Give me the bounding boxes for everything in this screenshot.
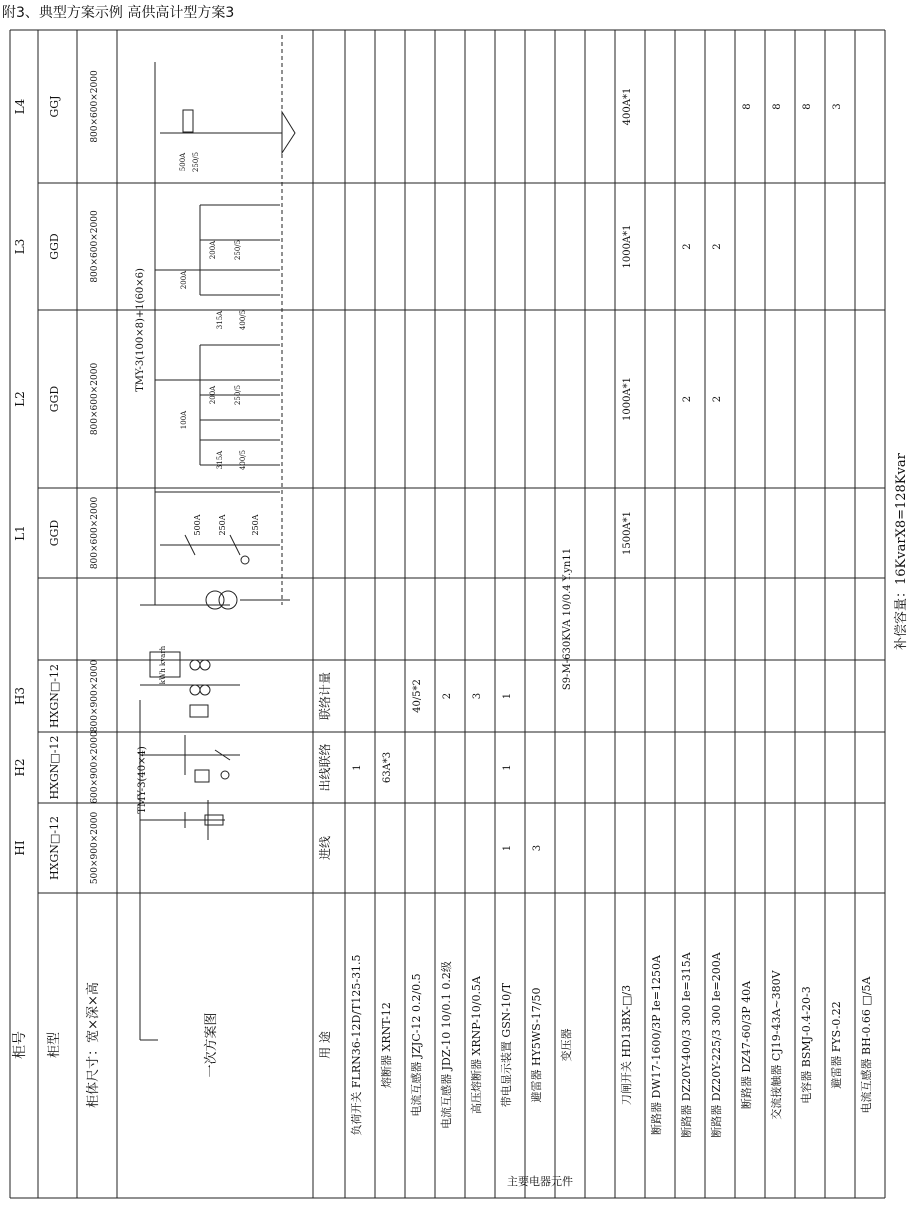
component-value-1-1: 63A*3 [382,751,393,784]
cabinet-type-0: HXGN□-12 [48,816,61,880]
cabinet-usage-0: 进线 [318,835,332,861]
component-name-7: 变压器 [560,1028,573,1062]
cabinet-no-5: L2 [13,391,27,407]
cabinet-usage-2: 联络计量 [318,671,332,721]
component-name-9: 刀闸开关 HD13BX-□/3 [620,984,633,1106]
header-cabinet-no: 柜号 [12,1031,28,1059]
component-name-6: 避雷器 HY5WS-17/50 [530,987,543,1103]
component-value-4-2: 3 [472,692,483,700]
l2-label-1: 315A [216,450,224,470]
component-value-9-7: 400A*1 [622,87,633,126]
cabinet-type-6: GGD [48,233,61,260]
component-name-17: 电流互感器 BH-0.66 □/5A [860,976,873,1114]
cabinet-cells [13,70,332,884]
primary-scheme-diagram [140,35,295,1040]
component-value-11-6: 2 [682,243,693,250]
component-value-12-6: 2 [712,243,723,250]
cabinet-size-0: 500×900×2000 [90,811,100,885]
component-value-0-1: 1 [352,764,363,771]
l3-label-3: 200A [209,240,217,260]
component-value-11-5: 2 [682,395,693,403]
component-value-5-1: 1 [502,764,513,771]
component-value-16-7: 3 [832,103,843,110]
page-title: 附3、典型方案示例 高供高计型方案3 [2,5,235,21]
component-name-13: 断路器 DZ47-60/3P 40A [740,980,753,1110]
cabinet-type-2: HXGN□-12 [48,664,61,728]
component-value-7-3: S9-M-630KVA 10/0.4 Y.yn11 [562,547,573,691]
cabinet-size-5: 800×600×2000 [90,362,100,436]
cabinet-usage-1: 出线联络 [318,743,332,792]
row-headers [11,982,573,1188]
component-name-3: 电流互感器 JDZ-10 10/0.1 0.2级 [440,961,453,1129]
l2-label-4: 250/5 [234,384,242,406]
header-cabinet-type: 柜型 [47,1031,62,1059]
cabinet-size-6: 800×600×2000 [90,210,100,283]
component-cells [349,88,873,1138]
cabinet-no-4: L1 [13,525,27,541]
meter-label: kWh kvarh [159,645,167,685]
l4-label-1: 250/5 [192,151,200,173]
l3-label-2: 400/5 [239,309,247,331]
cabinet-no-0: HI [13,840,27,856]
l2-label-3: 200A [209,385,217,405]
header-primary-scheme: 一次方案图 [204,1012,219,1078]
cabinet-size-1: 600×900×2000 [90,731,100,804]
diagram-labels [135,152,260,814]
cabinet-type-7: GGJ [48,95,61,118]
component-value-13-7: 8 [742,103,753,110]
cabinet-type-5: GGD [48,385,61,413]
component-name-5: 带电显示装置 GSN-10/T [500,982,513,1108]
hv-bus-label: TMY-3(40×4) [137,746,148,814]
component-value-15-7: 8 [802,103,813,110]
l1-label-1: 250A [218,514,227,536]
component-value-9-6: 1000A*1 [622,224,633,269]
l2-label-0: 100A [180,410,188,430]
component-value-14-7: 8 [772,103,783,110]
l3-label-0: 200A [180,270,188,290]
component-name-16: 避雷器 FYS-0.22 [830,1001,843,1089]
cabinet-size-2: 800×900×2000 [90,659,100,733]
compensation-capacity: 补偿容量：16KvarX8=128Kvar [894,453,909,650]
component-name-15: 电容器 BSMJ-0.4-20-3 [800,986,813,1104]
cabinet-no-1: H2 [13,758,27,777]
l3-label-4: 250/5 [234,239,242,261]
component-name-10: 断路器 DW17-1600/3P Ie=1250A [650,955,663,1135]
l1-label-2: 250A [251,514,260,536]
component-value-5-2: 1 [502,692,513,700]
component-value-9-5: 1000A*1 [622,376,633,422]
component-name-0: 负荷开关 FLRN36-12D/T125-31.5 [350,954,363,1136]
component-name-11: 断路器 DZ20Y-400/3 300 Ie=315A [680,952,693,1138]
l1-label-0: 500A [193,514,202,536]
cabinet-no-7: L4 [13,98,27,115]
component-name-12: 断路器 DZ20Y-225/3 300 Ie=200A [710,952,723,1138]
cabinet-size-7: 800×600×2000 [90,70,100,143]
component-name-2: 电流互感器 JZJC-12 0.2/0.5 [410,973,423,1117]
component-value-9-4: 1500A*1 [622,510,633,556]
l3-label-1: 315A [216,310,224,330]
lv-bus-label: TMY-3(100×8)+1(60×6) [135,268,146,392]
header-usage: 用 途 [318,1031,332,1059]
component-value-5-0: 1 [502,844,513,852]
component-name-14: 交流接触器 CJ19-43A~380V [770,970,783,1120]
l4-label-0: 500A [179,152,187,172]
component-value-2-2: 40/5*2 [412,679,423,713]
cabinet-no-6: L3 [13,238,27,255]
cabinet-type-1: HXGN□-12 [48,735,61,800]
cabinet-size-4: 800×600×2000 [90,496,100,570]
cabinet-no-2: H3 [13,686,27,706]
cabinet-type-4: GGD [48,519,61,547]
component-value-3-2: 2 [442,692,453,700]
l2-label-2: 400/5 [239,449,247,471]
header-cabinet-size: 柜体尺寸：宽×深×高 [86,982,101,1108]
header-main-components: 主要电器元件 [507,1175,573,1188]
component-value-12-5: 2 [712,395,723,403]
component-name-4: 高压熔断器 XRNP-10/0.5A [470,976,483,1114]
component-name-1: 熔断器 XRNT-12 [380,1002,393,1088]
component-value-6-0: 3 [532,844,543,852]
